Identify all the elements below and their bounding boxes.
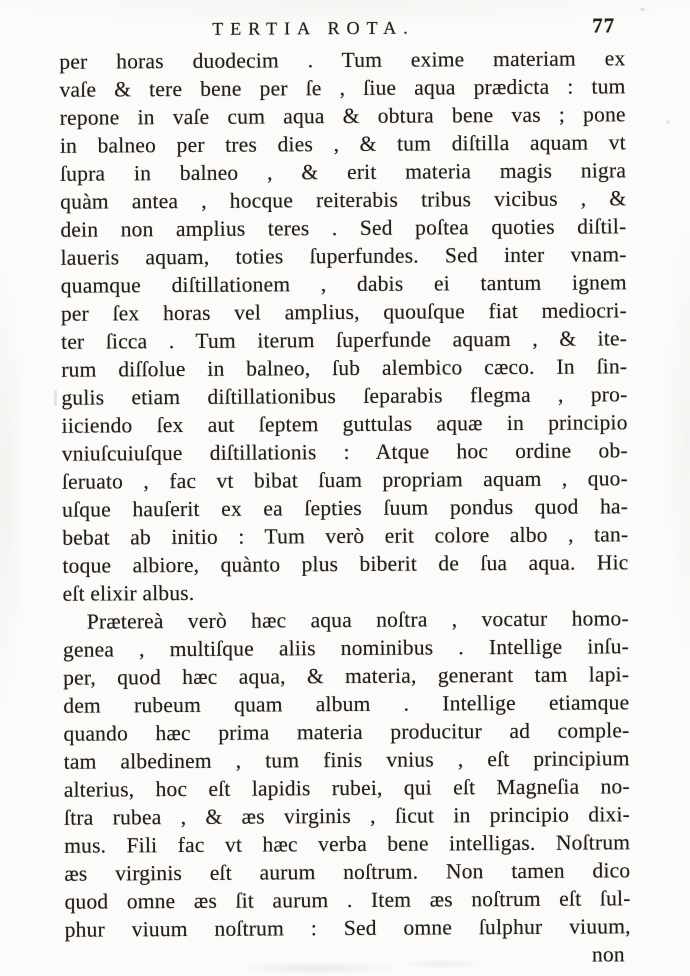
text-line: quod omne æs ſit aurum . Item æs noſtrum eſt ſul-	[64, 886, 631, 914]
text-line: per, quod hæc aqua, & materia, generant tam lapi-	[63, 662, 630, 690]
text-line: iiciendo ſex aut ſeptem guttulas aquæ in principio	[61, 410, 628, 438]
text-line: ſtra rubea , & æs virginis , ſicut in principio dixi-	[63, 802, 631, 830]
text-line: rum diſſolue in balneo, ſub alembico cæco. In ſin-	[61, 354, 628, 382]
text-line: bebat ab initio : Tum verò erit colore albo , tan-	[62, 522, 629, 550]
running-header-title: TERTIA ROTA.	[212, 17, 415, 39]
text-line: ter ſicca . Tum iterum ſuperfunde aquam , & ite-	[61, 326, 628, 354]
text-line: in balneo per tres dies , & tum diſtilla aquam vt	[59, 130, 626, 158]
text-line: Prætereà verò hæc aqua noſtra , vocatur homo-	[86, 606, 629, 634]
text-line: gulis etiam diſtillationibus ſeparabis flegma , pro-	[61, 382, 628, 410]
text-line: uſque hauſerit ex ea ſepties ſuum pondus quod ha-	[62, 494, 629, 522]
text-line: quamque diſtillationem , dabis ei tantum ignem	[60, 270, 627, 298]
text-line: vaſe & tere bene per ſe , ſiue aqua prædicta : tum	[59, 74, 626, 102]
page-number: 77	[592, 13, 616, 38]
text-block	[59, 44, 631, 971]
text-line: genea , multiſque aliis nominibus . Intellige inſu-	[62, 634, 630, 662]
text-line: repone in vaſe cum aqua & obtura bene vas ; pone	[59, 102, 626, 130]
text-line: toque albiore, quànto plus biberit de ſua aqua. Hic	[62, 550, 629, 578]
catchword: non	[591, 942, 625, 967]
text-line: dem rubeum quam album . Intellige etiamque	[63, 690, 630, 718]
text-line: quàm antea , hocque reiterabis tribus vicibus , &	[60, 186, 627, 214]
text-line: quando hæc prima materia producitur ad comple-	[63, 718, 630, 746]
text-line: per ſex horas vel amplius, quouſque fiat mediocri-	[60, 298, 627, 326]
text-line: tam albedinem , tum finis vnius , eſt principium	[63, 746, 630, 774]
running-header	[0, 13, 687, 48]
text-line: vniuſcuiuſque diſtillationis : Atque hoc ordine ob-	[61, 438, 628, 466]
text-line: per horas duodecim . Tum exime materiam ex	[59, 46, 626, 74]
text-line: dein non amplius teres . Sed poſtea quoties diſtil-	[60, 214, 627, 242]
text-line: eſt elixir albus.	[62, 580, 195, 606]
text-line: laueris aquam, toties ſuperfundes. Sed inter vnam-	[60, 242, 627, 270]
text-line: alterius, hoc eſt lapidis rubei, qui eſt Magneſia no-	[63, 774, 630, 802]
text-line: æs virginis eſt aurum noſtrum. Non tamen dico	[64, 858, 631, 886]
text-line: phur viuum noſtrum : Sed omne ſulphur viuum,	[64, 914, 631, 942]
text-line: ſupra in balneo , & erit materia magis nigra	[60, 158, 627, 186]
text-line: mus. Fili fac vt hæc verba bene intelligas. Noſtrum	[64, 830, 631, 858]
text-line: ſeruato , fac vt bibat ſuam propriam aquam , quo-	[61, 466, 629, 494]
